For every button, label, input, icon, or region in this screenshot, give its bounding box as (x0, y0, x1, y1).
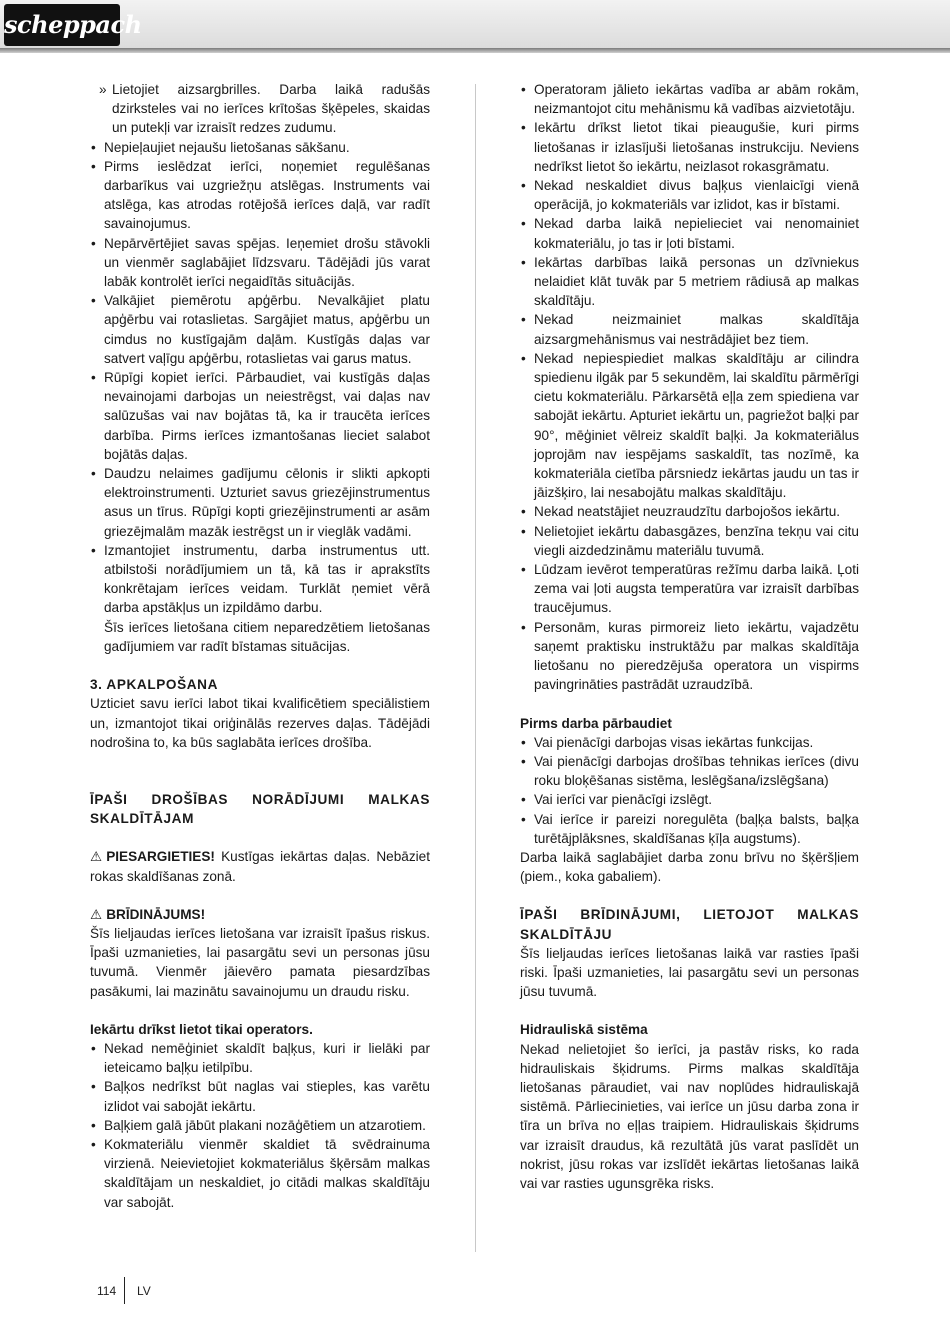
footer-separator (124, 1277, 125, 1304)
list-item: • Nelietojiet iekārtu dabasgāzes, benzīna tekņu vai citu viegli aizdedzināmu materiālu tuvumā. (520, 522, 859, 560)
list-item: • Vai pienācīgi darbojas visas iekārtas funkcijas. (520, 733, 859, 752)
list-item: • Valkājiet piemērotu apģērbu. Nevalkājiet platu apģērbu vai rotaslietas. Sargājiet matus, apģērbu un cimdus no kustīgajām daļām. Kustīgās daļas var satvert vaļīgu apģērbu, rotaslietas vai garus matus. (90, 291, 430, 368)
list-item: • Baļķiem galā jābūt plakani nozāģētiem un atzarotiem. (90, 1116, 430, 1135)
list-item: • Kokmateriālu vienmēr skaldiet tā svēdrainuma virzienā. Neievietojiet kokmateriālus šķērsām malkas skaldītājam un neskaldiet, jo citādi malkas skaldītāju var sabojāt. (90, 1135, 430, 1212)
special-warnings-heading: ĪPAŠI BRĪDINĀJUMI, LIETOJOT MALKAS SKALDĪTĀJU (520, 907, 859, 942)
list-item: • Daudzu nelaimes gadījumu cēlonis ir slikti apkopti elektroinstrumenti. Uzturiet savus griezējinstrumentus asus un tīrus. Rūpīgi kopti griezējinstrumenti ar asām griezējmalām mazāk iestrēgst un ir vieglāk vadāmi. (90, 464, 430, 541)
page-number: 114 (97, 1284, 117, 1298)
caution-paragraph (90, 847, 430, 885)
pre-check-heading: Pirms darba pārbaudiet (520, 715, 672, 731)
left-column (90, 80, 430, 1212)
left-top-list (90, 80, 430, 618)
list-item: • Vai ierīce ir pareizi noregulēta (baļķa balsts, baļķa turētājplāksnes, skaldīšanas ķīļa augstums). (520, 810, 859, 848)
warning-label: BRĪDINĀJUMS! (106, 906, 206, 922)
list-item: • Iekārtu drīkst lietot tikai pieaugušie, kuri pirms lietošanas ir izlasījuši lietošanas instrukciju. Neviens nedrīkst lietot šo iekārtu, neizlasot rokasgrāmatu. (520, 118, 859, 176)
hydraulic-heading: Hidrauliskā sistēma (520, 1022, 648, 1038)
caution-label: PIESARGIETIES! (106, 849, 215, 865)
operators-list (90, 1039, 430, 1212)
service-heading: 3. APKALPOŠANA (90, 677, 218, 693)
list-item: • Nekad neizmainiet malkas skaldītāja aizsargmehānismus vai nestrādājiet bez tiem. (520, 310, 859, 348)
language-code: LV (137, 1284, 151, 1298)
warning-label-line (90, 905, 430, 924)
list-item: • Izmantojiet instrumentu, darba instrumentus utt. atbilstoši norādījumiem un tā, kā tas ir aprakstīts konkrētajam ierīces veidam. Turklāt ņemiet vērā darba apstākļus un izpildāmo darbu. (90, 541, 430, 618)
scheppach-logo: scheppach (4, 4, 120, 46)
caution-text: Kustīgas iekārtas daļas. Nebāziet rokas skaldīšanas zonā. (90, 849, 430, 884)
list-item: • Nekad neatstājiet neuzraudzītu darbojošos iekārtu. (520, 502, 859, 521)
list-item: • Pirms ieslēdzat ierīci, noņemiet regulēšanas darbarīkus vai uzgriežņu atslēgas. Instruments vai atslēga, kas atrodas rotējošā ierīces daļā, var radīt savainojumus. (90, 157, 430, 234)
list-item: » Lietojiet aizsargbrilles. Darba laikā radušās dzirksteles vai no ierīces krītošas šķēpeles, skaidas un putekļi var izraisīt redzes zudumu. (90, 80, 430, 138)
list-item: • Vai pienācīgi darbojas drošības tehnikas ierīces (divu roku bloķēšanas sistēma, leslēgšana/izslēgšana) (520, 752, 859, 790)
list-item: • Vai ierīci var pienācīgi izslēgt. (520, 790, 859, 809)
misuse-note: Šīs ierīces lietošana citiem neparedzētiem lietošanas gadījumiem var radīt bīstamas situācijas. (104, 619, 430, 654)
list-item: • Iekārtas darbības laikā personas un dzīvniekus nelaidiet klāt tuvāk par 5 metriem rādiusā ap malkas skaldītāju. (520, 253, 859, 311)
list-item: • Nepieļaujiet nejaušu lietošanas sākšanu. (90, 138, 430, 157)
header-shadow (0, 48, 950, 53)
right-column (520, 80, 859, 1193)
list-item: • Personām, kuras pirmoreiz lieto iekārtu, vajadzētu saņemt praktisku instruktāžu par malkas skaldītāja lietošanu no pieredzējuša operatora un vispirms pavingrināties pastrādāt uzraudzībā. (520, 618, 859, 695)
warning-triangle-icon: ⚠ (90, 906, 103, 922)
splitter-safety-heading: ĪPAŠI DROŠĪBAS NORĀDĪJUMI MALKAS SKALDĪTĀJAM (90, 791, 430, 827)
pre-check-list (520, 733, 859, 848)
column-divider (475, 84, 476, 1252)
warning-triangle-icon: ⚠ (90, 849, 103, 865)
list-item: • Operatoram jālieto iekārtas vadība ar abām rokām, neizmantojot citu mehānismu kā vadības aizvietotāju. (520, 80, 859, 118)
list-item: • Nekad neskaldiet divus baļķus vienlaicīgi vienā operācijā, jo kokmateriāls var izlidot, kas ir bīstami. (520, 176, 859, 214)
list-item: • Nekad darba laikā nepielieciet vai nenomainiet kokmateriālu, jo tas ir ļoti bīstami. (520, 214, 859, 252)
hydraulic-text: Nekad nelietojiet šo ierīci, ja pastāv risks, ko rada hidrauliskais šķidrums. Pirms malkas skaldītāja lietošanas pāraudiet, vai nav noplūdes hidrauliskajā sistēmā. Pārliecinieties, vai ierīce un jūsu darba zona ir tīra un brīva no eļļas traipiem. Hidrauliskais šķidrums var izraisīt draudus, kā rezultātā jūs varat paslīdēt un nokrist, jūsu rokas var izslīdēt iekārtas lietošanas laikā vai var rasties ugunsgrēka risks. (520, 1041, 859, 1191)
special-warnings-text: Šīs lieljaudas ierīces lietošanas laikā var rasties īpaši riski. Īpaši uzmanieties, lai pasargātu sevi un personas jūsu tuvumā. (520, 945, 859, 1000)
operators-heading: Iekārtu drīkst lietot tikai operators. (90, 1021, 313, 1037)
list-item: • Baļķos nedrīkst būt naglas vai stieples, kas varētu izlidot vai sabojāt iekārtu. (90, 1077, 430, 1115)
list-item: • Nepārvērtējiet savas spējas. Ieņemiet drošu stāvokli un vienmēr saglabājiet līdzsvaru. Tādējādi jūs varat labāk kontrolēt ierīci negaidītās situācijās. (90, 234, 430, 292)
list-item: • Nekad nemēģiniet skaldīt baļķus, kuri ir lielāki par ieteicamo baļķu ietilpību. (90, 1039, 430, 1077)
warning-text: Šīs lieljaudas ierīces lietošana var izraisīt īpašus riskus. Īpaši uzmanieties, lai pasargātu sevi un personas jūsu tuvumā. Vienmēr jāievēro pamata piesardzības pasākumi, lai mazinātu savainojumu un draudu risku. (90, 925, 430, 999)
list-item: • Rūpīgi kopiet ierīci. Pārbaudiet, vai kustīgās daļas nevainojami darbojas un neiestrēgst, vai daļas nav salūzušas vai nav bojātas tā, ka ir traucēta ierīces darbība. Pirms ierīces izmantošanas lieciet salabot bojātās daļas. (90, 368, 430, 464)
list-item: • Nekad nepiespiediet malkas skaldītāju ar cilindra spiedienu ilgāk par 5 sekundēm, lai skaldītu pārmērīgi cietu kokmateriālu. Pārkarsētā eļļa zem spiediena var sabojāt iekārtu. Apturiet iekārtu un, pagriežot baļķi par 90°, mēģiniet vēlreiz skaldīt baļķi. Ja kokmateriālus joprojām nav iespējams saskaldīt, tas nozīmē, ka kokmateriāla cietība pārsniedz iekārtas jaudu un tas ir jāizšķiro, lai nesabojātu malkas skaldītāju. (520, 349, 859, 503)
header-bar (0, 0, 950, 48)
right-top-list (520, 80, 859, 695)
service-text: Uzticiet savu ierīci labot tikai kvalificētiem speciālistiem un, izmantojot tikai oriģinālās rezerves daļas. Tādējādi nodrošina to, ka būs saglabāta ierīces drošība. (90, 696, 430, 750)
list-item: • Lūdzam ievērot temperatūras režīmu darba laikā. Ļoti zema vai ļoti augsta temperatūra var izraisīt darbības traucējumus. (520, 560, 859, 618)
pre-check-note: Darba laikā saglabājiet darba zonu brīvu no šķēršļiem (piem., koka gabaliem). (520, 849, 859, 885)
